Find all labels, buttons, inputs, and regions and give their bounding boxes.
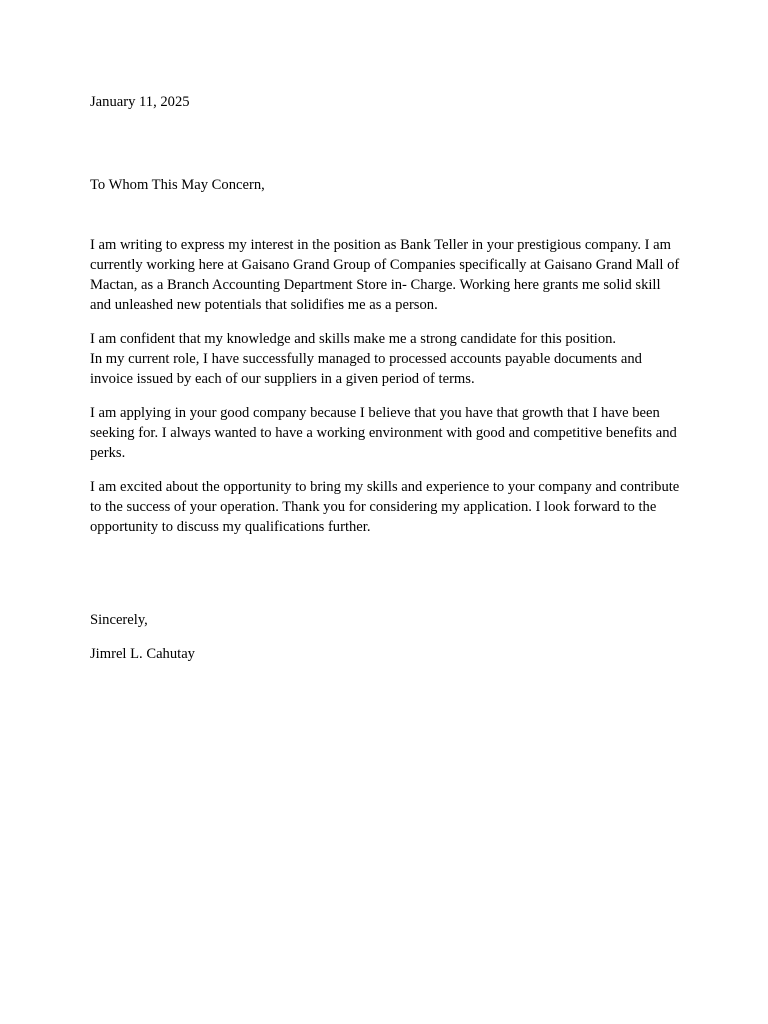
paragraph-confidence-line-1: I am confident that my knowledge and skills make me a strong candidate for this position. bbox=[90, 331, 617, 347]
paragraph-confidence-line-2: In my current role, I have successfully managed to processed accounts payable documents and invoice issued by each of our suppliers in a given period of terms. bbox=[90, 351, 642, 387]
letter-salutation: To Whom This May Concern, bbox=[90, 177, 265, 193]
letter-body bbox=[90, 92, 680, 664]
paragraph-reason: I am applying in your good company because I believe that you have that growth that I have been seeking for. I always wanted to have a working environment with good and competitive benefits and perks. bbox=[90, 405, 677, 461]
paragraph-confidence bbox=[90, 329, 680, 389]
paragraph-closing-remarks: I am excited about the opportunity to bring my skills and experience to your company and contribute to the success of your operation. Thank you for considering my application. I look forward to the opportunity to discuss my qualifications further. bbox=[90, 479, 680, 535]
letter-closing: Sincerely, bbox=[90, 612, 148, 628]
letter-signature: Jimrel L. Cahutay bbox=[90, 646, 195, 662]
letter-date: January 11, 2025 bbox=[90, 94, 190, 110]
paragraph-interest: I am writing to express my interest in the position as Bank Teller in your prestigious company. I am currently working here at Gaisano Grand Group of Companies specifically at Gaisano Grand Mall of Mactan, as a Branch Accounting Department Store in- Charge. Working here grants me solid skill and unleashed new potentials that solidifies me as a person. bbox=[90, 237, 680, 313]
